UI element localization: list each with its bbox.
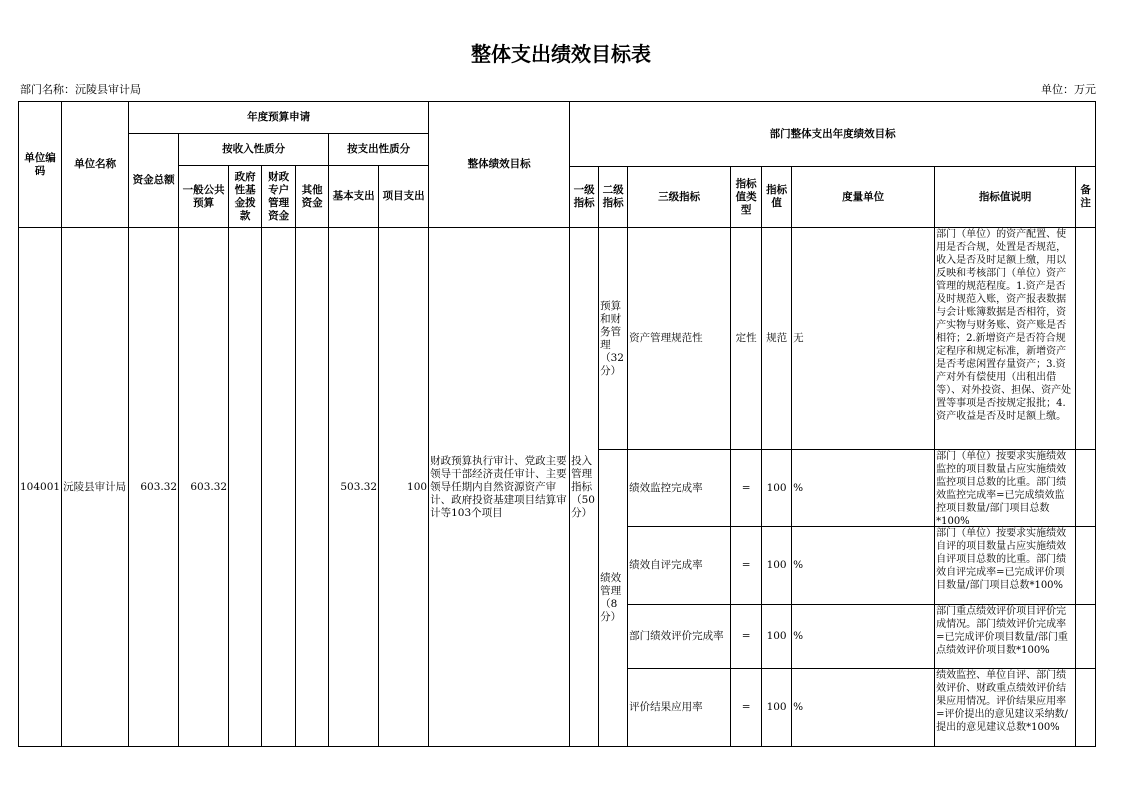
cell-indicator-desc [935,527,1076,605]
desc-text: 部门（单位）按要求实施绩效监控的项目数量占应实施绩效监控项目总数的比重。部门绩效监控完成率=已完成绩效监控项目数量/部门项目总数*100% [936,451,1067,526]
table-row [19,228,1096,450]
cell-indicator-value: 规范 [762,228,792,450]
cell-level3: 绩效监控完成率 [628,450,731,527]
header-by-income: 按收入性质分 [179,134,329,166]
cell-total-funds: 603.32 [129,228,179,747]
header-dept-target: 部门整体支出年度绩效目标 [570,102,1096,167]
cell-project-exp: 100 [379,228,429,747]
cell-indicator-desc [935,228,1076,450]
header-special-fund: 财政专户管理资金 [262,166,296,228]
cell-unit-name: 沅陵县审计局 [62,228,129,747]
cell-general-budget: 603.32 [179,228,229,747]
cell-basic-exp: 503.32 [329,228,379,747]
header-indicator-value: 指标值 [762,167,792,228]
cell-level3: 部门绩效评价完成率 [628,605,731,669]
header-level3: 三级指标 [628,167,731,228]
header-gov-fund: 政府性基金拨款 [229,166,262,228]
performance-table [18,101,1096,747]
cell-measure-unit: % [792,669,935,747]
desc-text: 部门（单位）按要求实施绩效自评的项目数量占应实施绩效自评项目总数的比重。部门绩效自评完成率=已完成评价项目数量/部门项目总数*100% [936,528,1067,591]
header-total-funds: 资金总额 [129,134,179,228]
desc-text: 绩效监控、单位自评、部门绩效评价、财政重点绩效评价结果应用情况。评价结果应用率=评价提出的意见建议采纳数/提出的意见建议总数*100% [936,670,1068,733]
cell-special-fund [262,228,296,747]
header-indicator-type: 指标值类型 [731,167,762,228]
cell-indicator-type: = [731,450,762,527]
cell-measure-unit: % [792,450,935,527]
cell-level3: 绩效自评完成率 [628,527,731,605]
header-basic-exp: 基本支出 [329,166,379,228]
header-unit-code: 单位编码 [19,102,62,228]
cell-level1: 投入管理指标（50分） [570,228,599,747]
cell-gov-fund [229,228,262,747]
cell-remark [1076,605,1096,669]
cell-indicator-value: 100 [762,605,792,669]
header-general-budget: 一般公共预算 [179,166,229,228]
cell-unit-code: 104001 [19,228,62,747]
cell-indicator-value: 100 [762,527,792,605]
header-level1: 一级指标 [570,167,599,228]
cell-measure-unit: 无 [792,228,935,450]
desc-text: 部门（单位）的资产配置、使用是否合规，处置是否规范，收入是否及时足额上缴，用以反映和考核部门（单位）资产管理的规范程度。1.资产是否及时规范入账，资产报表数据与会计账簿数据是否相符，资产实物与财务账、资产账是否相符；2.新增资产是否符合规定程序和规定标准，新增资产是否考虑闲置存量资产；3.资产对外有偿使用（出租出借等）、对外投资、担保、资产处置等事项是否按规定报批；4.资产收益是否及时足额上缴。 [936,229,1072,422]
cell-indicator-desc [935,450,1076,527]
cell-indicator-value: 100 [762,450,792,527]
department-name: 部门名称：沅陵县审计局 [20,83,141,96]
header-unit-name: 单位名称 [62,102,129,228]
header-level2: 二级指标 [599,167,628,228]
header-annual-budget: 年度预算申请 [129,102,429,134]
header-other-fund: 其他资金 [296,166,329,228]
cell-indicator-desc [935,669,1076,747]
header-overall-target: 整体绩效目标 [429,102,570,228]
cell-other-fund [296,228,329,747]
cell-remark [1076,669,1096,747]
header-measure-unit: 度量单位 [792,167,935,228]
cell-indicator-desc [935,605,1076,669]
header-by-expenditure: 按支出性质分 [329,134,429,166]
cell-level3: 评价结果应用率 [628,669,731,747]
desc-text: 部门重点绩效评价项目评价完成情况。部门绩效评价完成率=已完成评价项目数量/部门重点绩效评价项目数*100% [936,606,1068,656]
header-project-exp: 项目支出 [379,166,429,228]
cell-remark [1076,527,1096,605]
cell-level2-budget: 预算和财务管理（32分） [599,228,628,450]
cell-indicator-value: 100 [762,669,792,747]
cell-remark [1076,450,1096,527]
cell-indicator-type: = [731,527,762,605]
page-title: 整体支出绩效目标表 [471,42,651,66]
cell-overall-target: 财政预算执行审计、党政主要领导干部经济责任审计、主要领导任期内自然资源资产审计、政府投资基建项目结算审计等103个项目 [429,228,570,747]
cell-measure-unit: % [792,527,935,605]
cell-level2-performance: 绩效管理（8分） [599,450,628,747]
cell-indicator-type: = [731,669,762,747]
header-indicator-desc: 指标值说明 [935,167,1076,228]
cell-indicator-type: = [731,605,762,669]
cell-measure-unit: % [792,605,935,669]
header-remark: 备注 [1076,167,1096,228]
unit-label: 单位：万元 [1041,83,1096,96]
cell-indicator-type: 定性 [731,228,762,450]
cell-remark [1076,228,1096,450]
cell-level3: 资产管理规范性 [628,228,731,450]
